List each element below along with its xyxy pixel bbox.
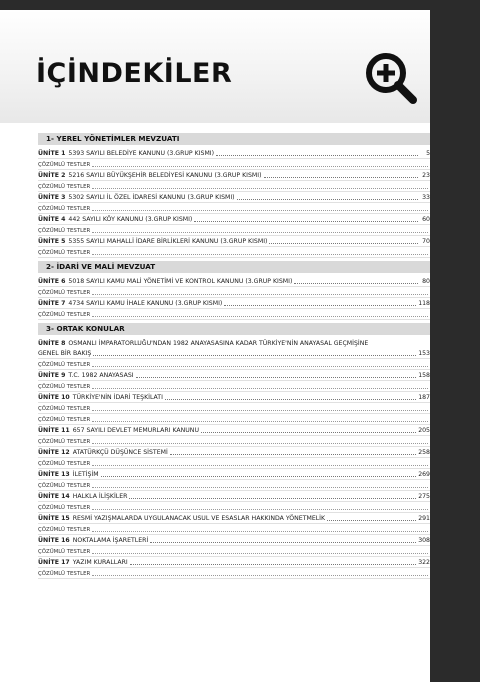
dot-leader — [92, 232, 428, 233]
solved-tests-label: ÇÖZÜMLÜ TESTLER — [38, 312, 91, 318]
unit-title: HALKLA İLİŞKİLER — [72, 493, 128, 500]
toc-unit-row[interactable] — [38, 425, 430, 436]
solved-tests-label: ÇÖZÜMLÜ TESTLER — [38, 290, 91, 296]
right-dark-strip — [430, 0, 480, 682]
unit-label: ÜNİTE 10 — [38, 394, 70, 401]
unit-title: 442 SAYILI KÖY KANUNU (3.GRUP KISMI) — [68, 216, 193, 223]
solved-tests-label: ÇÖZÜMLÜ TESTLER — [38, 228, 91, 234]
dot-leader — [224, 305, 416, 306]
dot-leader — [92, 366, 428, 367]
unit-title: YAZIM KURALLARI — [72, 559, 128, 566]
toc-sub-row[interactable] — [38, 546, 430, 557]
toc-unit-row[interactable] — [38, 557, 430, 568]
solved-tests-label: ÇÖZÜMLÜ TESTLER — [38, 483, 91, 489]
solved-tests-label: ÇÖZÜMLÜ TESTLER — [38, 206, 91, 212]
dot-leader — [129, 498, 416, 499]
dot-leader — [92, 210, 428, 211]
toc-sub-row[interactable] — [38, 568, 430, 579]
dot-leader — [294, 283, 418, 284]
dot-leader — [93, 355, 416, 356]
unit-title: 5216 SAYILI BÜYÜKŞEHİR BELEDİYESİ KANUNU (3.GRUP KISMI) — [68, 172, 262, 179]
dot-leader — [92, 421, 428, 422]
zoom-in-magnifier-icon — [362, 49, 420, 107]
section-header: 3- ORTAK KONULAR — [38, 323, 430, 335]
page-number: 5 — [426, 150, 430, 157]
unit-label: ÜNİTE 8 — [38, 340, 66, 347]
toc-sub-row[interactable] — [38, 159, 430, 170]
page-number: 308 — [418, 537, 430, 544]
toc-sub-row[interactable] — [38, 436, 430, 447]
unit-label: ÜNİTE 4 — [38, 216, 66, 223]
solved-tests-label: ÇÖZÜMLÜ TESTLER — [38, 162, 91, 168]
unit-label: ÜNİTE 13 — [38, 471, 70, 478]
dot-leader — [237, 199, 418, 200]
dot-leader — [92, 254, 428, 255]
dot-leader — [92, 553, 428, 554]
page-number: 60 — [422, 216, 430, 223]
top-dark-bar — [0, 0, 430, 10]
toc-sub-row[interactable] — [38, 403, 430, 414]
page-number: 275 — [418, 493, 430, 500]
dot-leader — [92, 465, 428, 466]
unit-title: 657 SAYILI DEVLET MEMURLARI KANUNU — [72, 427, 199, 434]
unit-title: RESMİ YAZIŞMALARDA UYGULANACAK USUL VE ESASLAR HAKKINDA YÖNETMELİK — [72, 515, 326, 522]
page-number: 291 — [418, 515, 430, 522]
toc-unit-row[interactable] — [38, 148, 430, 159]
dot-leader — [92, 509, 428, 510]
unit-label: ÜNİTE 17 — [38, 559, 70, 566]
dot-leader — [165, 399, 416, 400]
unit-label: ÜNİTE 14 — [38, 493, 70, 500]
toc-unit-row[interactable] — [38, 370, 430, 381]
unit-title: 5018 SAYILI KAMU MALİ YÖNETİMİ VE KONTROL KANUNU (3.GRUP KISMI) — [68, 278, 293, 285]
toc-sub-row[interactable] — [38, 524, 430, 535]
toc-sub-row[interactable] — [38, 480, 430, 491]
page-number: 33 — [422, 194, 430, 201]
unit-title: 4734 SAYILI KAMU İHALE KANUNU (3.GRUP KISMI) — [68, 300, 223, 307]
toc-sub-row[interactable] — [38, 181, 430, 192]
unit-label: ÜNİTE 2 — [38, 172, 66, 179]
toc-unit-row[interactable] — [38, 491, 430, 502]
page-number: 118 — [418, 300, 430, 307]
toc-sub-row[interactable] — [38, 458, 430, 469]
unit-title: OSMANLI İMPARATORLUĞU'NDAN 1982 ANAYASASINA KADAR TÜRKİYE'NİN ANAYASAL GEÇMİŞİNE — [68, 340, 369, 347]
solved-tests-label: ÇÖZÜMLÜ TESTLER — [38, 250, 91, 256]
dot-leader — [201, 432, 416, 433]
solved-tests-label: ÇÖZÜMLÜ TESTLER — [38, 461, 91, 467]
page-number: 80 — [422, 278, 430, 285]
unit-label: ÜNİTE 16 — [38, 537, 70, 544]
toc-sub-row[interactable] — [38, 309, 430, 320]
dot-leader — [194, 221, 418, 222]
dot-leader — [216, 155, 418, 156]
unit-label: ÜNİTE 7 — [38, 300, 66, 307]
dot-leader — [92, 531, 428, 532]
unit-label: ÜNİTE 11 — [38, 427, 70, 434]
unit-title: T.C. 1982 ANAYASASI — [68, 372, 134, 379]
dot-leader — [92, 166, 428, 167]
unit-title: NOKTALAMA İŞARETLERİ — [72, 537, 149, 544]
solved-tests-label: ÇÖZÜMLÜ TESTLER — [38, 417, 91, 423]
unit-title: TÜRKİYE'NİN İDARİ TEŞKİLATI — [72, 394, 163, 401]
unit-label: ÜNİTE 9 — [38, 372, 66, 379]
toc-sub-row[interactable] — [38, 359, 430, 370]
unit-title: İLETİŞİM — [72, 471, 99, 478]
page-number: 258 — [418, 449, 430, 456]
dot-leader — [92, 575, 428, 576]
dot-leader — [170, 454, 416, 455]
unit-title: ATATÜRKÇÜ DÜŞÜNCE SİSTEMİ — [72, 449, 168, 456]
solved-tests-label: ÇÖZÜMLÜ TESTLER — [38, 184, 91, 190]
section-gap — [38, 579, 430, 582]
page-title: İÇİNDEKİLER — [36, 58, 233, 89]
toc-unit-row[interactable] — [38, 392, 430, 403]
toc-sub-row[interactable] — [38, 381, 430, 392]
toc-sub-row[interactable] — [38, 225, 430, 236]
table-of-contents — [38, 133, 430, 582]
solved-tests-label: ÇÖZÜMLÜ TESTLER — [38, 384, 91, 390]
dot-leader — [92, 410, 428, 411]
toc-sub-row[interactable] — [38, 287, 430, 298]
page-number: 153 — [418, 350, 430, 357]
unit-label: ÜNİTE 6 — [38, 278, 66, 285]
dot-leader — [130, 564, 416, 565]
dot-leader — [264, 177, 419, 178]
toc-unit-row[interactable] — [38, 192, 430, 203]
solved-tests-label: ÇÖZÜMLÜ TESTLER — [38, 527, 91, 533]
dot-leader — [92, 443, 428, 444]
page-number: 322 — [418, 559, 430, 566]
toc-unit-row[interactable] — [38, 170, 430, 181]
unit-label: ÜNİTE 3 — [38, 194, 66, 201]
dot-leader — [327, 520, 416, 521]
page-number: 23 — [422, 172, 430, 179]
unit-label: ÜNİTE 12 — [38, 449, 70, 456]
unit-label: ÜNİTE 1 — [38, 150, 66, 157]
solved-tests-label: ÇÖZÜMLÜ TESTLER — [38, 362, 91, 368]
page-number: 158 — [418, 372, 430, 379]
toc-unit-row[interactable] — [38, 276, 430, 287]
toc-sub-row[interactable] — [38, 247, 430, 258]
toc-unit-row[interactable] — [38, 214, 430, 225]
toc-sub-row[interactable] — [38, 414, 430, 425]
toc-unit-row[interactable] — [38, 298, 430, 309]
dot-leader — [92, 487, 428, 488]
toc-unit-row[interactable] — [38, 513, 430, 524]
unit-label: ÜNİTE 5 — [38, 238, 66, 245]
dot-leader — [269, 243, 418, 244]
page-number: 269 — [418, 471, 430, 478]
dot-leader — [92, 294, 428, 295]
unit-title: 5302 SAYILI İL ÖZEL İDARESİ KANUNU (3.GRUP KISMI) — [68, 194, 235, 201]
page-number: 187 — [418, 394, 430, 401]
section-header: 1- YEREL YÖNETİMLER MEVZUATI — [38, 133, 430, 145]
unit-title: 5393 SAYILI BELEDİYE KANUNU (3.GRUP KISMI) — [68, 150, 215, 157]
toc-unit-row[interactable] — [38, 236, 430, 247]
toc-unit-row[interactable] — [38, 535, 430, 546]
unit-title: 5355 SAYILI MAHALLİ İDARE BİRLİKLERİ KANUNU (3.GRUP KISMI) — [68, 238, 268, 245]
page-number: 205 — [418, 427, 430, 434]
page-number: 70 — [422, 238, 430, 245]
section-header: 2- İDARİ VE MALİ MEVZUAT — [38, 261, 430, 273]
solved-tests-label: ÇÖZÜMLÜ TESTLER — [38, 571, 91, 577]
toc-unit-row[interactable] — [38, 338, 430, 359]
toc-sub-row[interactable] — [38, 203, 430, 214]
dot-leader — [92, 188, 428, 189]
unit-label: ÜNİTE 15 — [38, 515, 70, 522]
toc-unit-row[interactable] — [38, 447, 430, 458]
toc-sub-row[interactable] — [38, 502, 430, 513]
solved-tests-label: ÇÖZÜMLÜ TESTLER — [38, 505, 91, 511]
solved-tests-label: ÇÖZÜMLÜ TESTLER — [38, 549, 91, 555]
dot-leader — [101, 476, 417, 477]
solved-tests-label: ÇÖZÜMLÜ TESTLER — [38, 406, 91, 412]
dot-leader — [150, 542, 416, 543]
solved-tests-label: ÇÖZÜMLÜ TESTLER — [38, 439, 91, 445]
dot-leader — [136, 377, 417, 378]
dot-leader — [92, 316, 428, 317]
dot-leader — [92, 388, 428, 389]
toc-unit-row[interactable] — [38, 469, 430, 480]
unit-title-continued: GENEL BİR BAKIŞ — [38, 350, 92, 357]
